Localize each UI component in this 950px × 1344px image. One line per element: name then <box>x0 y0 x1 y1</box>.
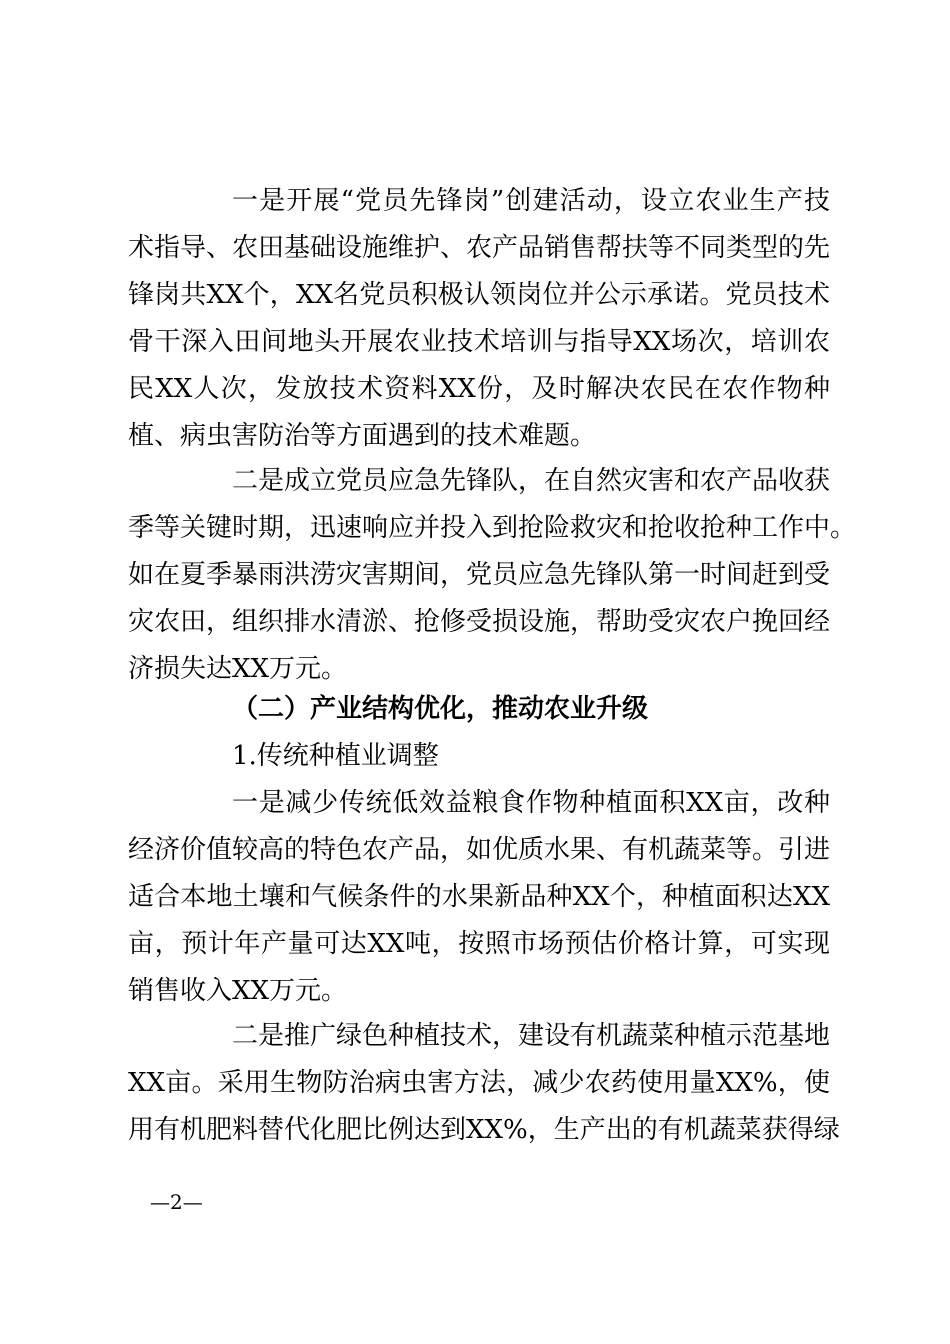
paragraph-1-line-2: 术指导、农田基础设施维护、农产品销售帮扶等不同类型的先 <box>128 233 831 263</box>
paragraph-4-line-2: XX亩。采用生物防治病虫害方法，减少农药使用量XX%，使 <box>128 1068 830 1098</box>
paragraph-1-line-5: 民XX人次，发放技术资料XX份，及时解决农民在农作物种 <box>128 374 830 404</box>
page-number: —2— <box>150 1190 203 1214</box>
paragraph-1-line-6: 植、病虫害防治等方面遇到的技术难题。 <box>128 421 597 451</box>
paragraph-2-line-2: 季等关键时期，迅速响应并投入到抢险救灾和抢收抢种工作中。 <box>128 513 857 543</box>
paragraph-3-line-3: 适合本地土壤和气候条件的水果新品种XX个，种植面积达XX <box>128 882 830 912</box>
paragraph-3-line-2: 经济价值较高的特色农产品，如优质水果、有机蔬菜等。引进 <box>128 835 831 865</box>
paragraph-3-line-5: 销售收入XX万元。 <box>128 976 348 1006</box>
paragraph-1-line-3: 锋岗共XX个，XX名党员积极认领岗位并公示承诺。党员技术 <box>128 280 830 310</box>
paragraph-2-line-4: 灾农田，组织排水清淤、抢修受损设施，帮助受灾农户挽回经 <box>128 607 831 637</box>
paragraph-2-line-3: 如在夏季暴雨洪涝灾害期间，党员应急先锋队第一时间赶到受 <box>128 560 831 590</box>
paragraph-2-line-1: 二是成立党员应急先锋队，在自然灾害和农产品收获 <box>232 466 831 496</box>
paragraph-4-line-1: 二是推广绿色种植技术，建设有机蔬菜种植示范基地 <box>232 1021 831 1051</box>
paragraph-3-line-4: 亩，预计年产量可达XX吨，按照市场预估价格计算，可实现 <box>128 929 830 959</box>
section-heading: （二）产业结构优化，推动农业升级 <box>232 694 649 724</box>
paragraph-1-line-4: 骨干深入田间地头开展农业技术培训与指导XX场次，培训农 <box>128 327 830 357</box>
paragraph-4-line-3: 用有机肥料替代化肥比例达到XX%，生产出的有机蔬菜获得绿 <box>128 1115 840 1145</box>
paragraph-2-line-5: 济损失达XX万元。 <box>128 654 348 684</box>
subsection-heading: 1.传统种植业调整 <box>232 741 439 771</box>
paragraph-3-line-1: 一是减少传统低效益粮食作物种植面积XX亩，改种 <box>232 788 830 818</box>
paragraph-1-line-1: 一是开展“党员先锋岗”创建活动，设立农业生产技 <box>232 186 830 216</box>
